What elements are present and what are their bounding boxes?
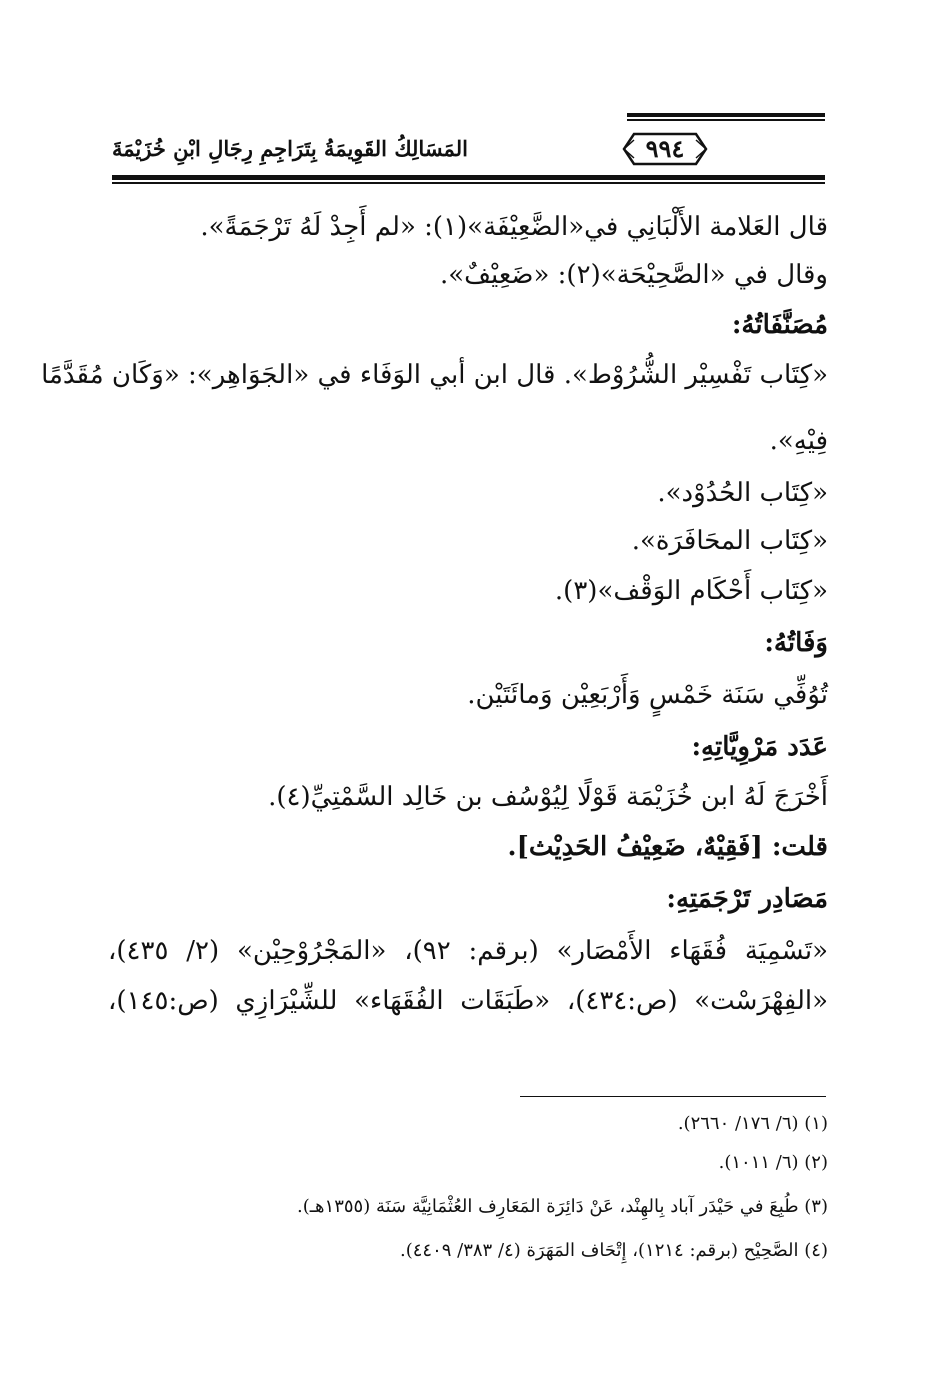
text-line: «كِتَاب الحُدُوْد».	[657, 478, 828, 508]
section-heading: مَصَادِر تَرْجَمَتِهِ:	[666, 884, 828, 914]
text-line: «كِتَاب المحَافَرَة».	[631, 526, 828, 556]
text-line: أَخْرَجَ لَهُ ابن خُزَيْمَة قَوْلًا لِيُوْسُف بن خَالِد السَّمْتِيِّ(٤).	[268, 782, 828, 812]
text-line: «كِتَاب أَحْكَام الوَقْف»(٣).	[554, 576, 828, 606]
footnote-3: (٣) طُبِعَ في حَيْدَر آباد بِالهِنْد، عَنْ دَائِرَة المَعَارِف العُثْمَانِيَّة سَنَة (١٣٥٥هـ).	[297, 1196, 828, 1217]
text-line: قلت: [فَقِيْهٌ، ضَعِيْفُ الحَدِيْث].	[507, 832, 828, 862]
footnote-1: (١) (٦/ ١٧٦/ ٢٦٦٠).	[677, 1113, 828, 1134]
page-number-frame	[622, 130, 708, 168]
section-heading: عَدَد مَرْوِيَّاتِهِ:	[691, 732, 828, 762]
header-rule-top	[627, 113, 825, 117]
header-rule-bottom	[112, 175, 825, 180]
footnote-separator	[520, 1096, 826, 1097]
text-line: وقال في «الصَّحِيْحَة»(٢): «ضَعِيْفٌ».	[439, 260, 828, 290]
text-line: «تَسْمِيَة فُقَهَاء الأَمْصَار» (برقم: ٩٢)، «المَجْرُوْحِيْن» (٢/ ٤٣٥)،	[108, 936, 829, 966]
header-rule-bottom-thin	[112, 182, 825, 184]
header-rule-top-thin	[627, 119, 825, 121]
text-line: تُوُفِّي سَنَة خَمْسٍ وَأَرْبَعِيْن وَمائَتَيْن.	[467, 680, 828, 710]
footnote-4: (٤) الصَّحِيْح (برقم: ١٢١٤)، إِتْحَاف المَهَرَة (٤/ ٣٨٣/ ٤٤٠٩).	[400, 1240, 828, 1261]
section-heading: وَفَاتُهُ:	[764, 628, 828, 658]
running-header-title: المَسَالِكُ القَوِيمَةُ بِتَرَاجِمِ رِجَالِ ابْنِ خُزَيْمَةَ	[112, 136, 468, 161]
text-line: قال العَلامة الأَلْبَانِي في«الضَّعِيْفَة»(١): «لم أَجِدْ لَهُ تَرْجَمَةً».	[200, 212, 828, 242]
page-number: ٩٩٤	[645, 134, 685, 163]
section-heading: مُصَنَّفَاتُهُ:	[731, 310, 828, 340]
text-line: «الفِهْرَسْت» (ص:٤٣٤)، «طَبَقَات الفُقَهَاء» للشِّيْرَازِي (ص:١٤٥)،	[108, 986, 829, 1016]
footnote-2: (٢) (٦/ ١٠١١).	[718, 1152, 828, 1173]
text-line: فِيْهِ».	[769, 426, 828, 456]
text-line: «كِتَاب تَفْسِيْر الشُّرُوْط». قال ابن أبي الوَفَاء في «الجَوَاهِر»: «وَكَان مُقَدَّمًا	[41, 360, 828, 390]
